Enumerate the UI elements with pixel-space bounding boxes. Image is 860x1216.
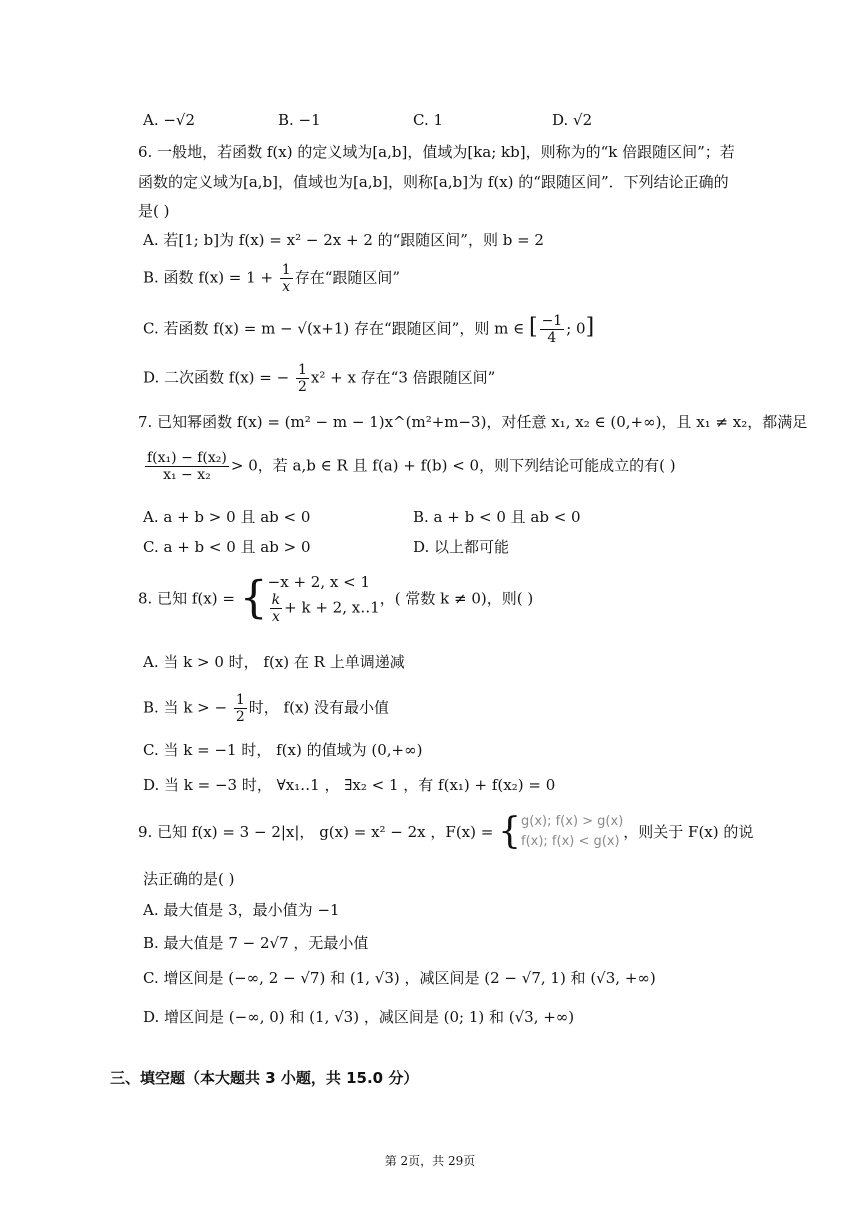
q7-option-c: C. a + b < 0 且 ab > 0 [143, 538, 311, 556]
q9-option-d: D. 增区间是 (−∞, 0) 和 (1, √3) ，减区间是 (0; 1) 和 (√3, +∞) [143, 1008, 575, 1026]
q6-stem-line3: 是( ) [138, 202, 170, 220]
q8-option-c: C. 当 k = −1 时， f(x) 的值域为 (0,+∞) [143, 741, 423, 759]
q7-option-b: B. a + b < 0 且 ab < 0 [413, 508, 581, 526]
q7-option-d: D. 以上都可能 [413, 538, 510, 556]
q6-stem-line1: 6. 一般地，若函数 f(x) 的定义域为[a,b]，值域为[ka; kb]，则称为的“k 倍跟随区间”；若 [138, 143, 735, 161]
q7-stem-line2: $\frac{\text{f(x₁) − f(x₂)}}{\text{x₁ − x₂}}$ > 0，若 a,b ∈ R 且 f(a) + f(b) < 0，则下列结论可能成立的有( ) [147, 450, 676, 483]
q8-stem: 8. 已知 f(x) = { −x + 2, x < 1 $\frac{k}{x}$ + k + 2, x‥1 ，( 常数 k ≠ 0)，则( ) [138, 572, 534, 625]
q5-option-a: A. −√2 [143, 111, 196, 129]
q6-stem-line2: 函数的定义域为[a,b]，值域也为[a,b]，则称[a,b]为 f(x) 的“跟随区间”．下列结论正确的 [138, 173, 729, 191]
q7-option-a: A. a + b > 0 且 ab < 0 [143, 508, 311, 526]
q8-option-d: D. 当 k = −3 时， ∀x₁‥1 ， ∃x₂ < 1 ，有 f(x₁) + f(x₂) = 0 [143, 776, 556, 794]
q9-option-b: B. 最大值是 7 − 2√7 ，无最小值 [143, 934, 369, 952]
q5-option-b: B. −1 [278, 111, 321, 129]
q9-stem-line2: 法正确的是( ) [143, 870, 235, 888]
q9-option-c: C. 增区间是 (−∞, 2 − √7) 和 (1, √3) ，减区间是 (2 − √7, 1) 和 (√3, +∞) [143, 969, 656, 987]
q9-option-a: A. 最大值是 3，最小值为 −1 [143, 901, 340, 919]
q7-stem-line1: 7. 已知幂函数 f(x) = (m² − m − 1)x^(m²+m−3)，对任意 x₁, x₂ ∈ (0,+∞)，且 x₁ ≠ x₂，都满足 [138, 413, 808, 431]
q5-option-d: D. √2 [552, 111, 593, 129]
section-fill-in-title: 三、填空题（本大题共 3 小题，共 15.0 分） [110, 1069, 419, 1087]
q5-option-c: C. 1 [413, 111, 444, 129]
q6-option-c: C. 若函数 f(x) = m − √(x+1) 存在“跟随区间”，则 m ∈ [ $\frac{-1}{4}$ ; 0] [143, 313, 595, 346]
page-footer: 第 2页，共 29页 [384, 1154, 476, 1168]
q6-option-b: B. 函数 f(x) = 1 + $\frac{1}{x}$ 存在“跟随区间” [143, 262, 401, 295]
q8-option-b: B. 当 k > − $\frac{1}{2}$ 时， f(x) 没有最小值 [143, 692, 390, 725]
q8-option-a: A. 当 k > 0 时， f(x) 在 R 上单调递减 [143, 653, 405, 671]
q6-option-d: D. 二次函数 f(x) = − $\frac{1}{2}$ x² + x 存在“3 倍跟随区间” [143, 362, 496, 395]
q9-stem-line1: 9. 已知 f(x) = 3 − 2|x|， g(x) = x² − 2x ，F(x) = { g(x); f(x) > g(x) f(x); f(x) < g(x) ，则关于 F(x) 的说 [138, 811, 754, 852]
q6-option-a: A. 若[1; b]为 f(x) = x² − 2x + 2 的“跟随区间”，则 b = 2 [143, 231, 544, 249]
